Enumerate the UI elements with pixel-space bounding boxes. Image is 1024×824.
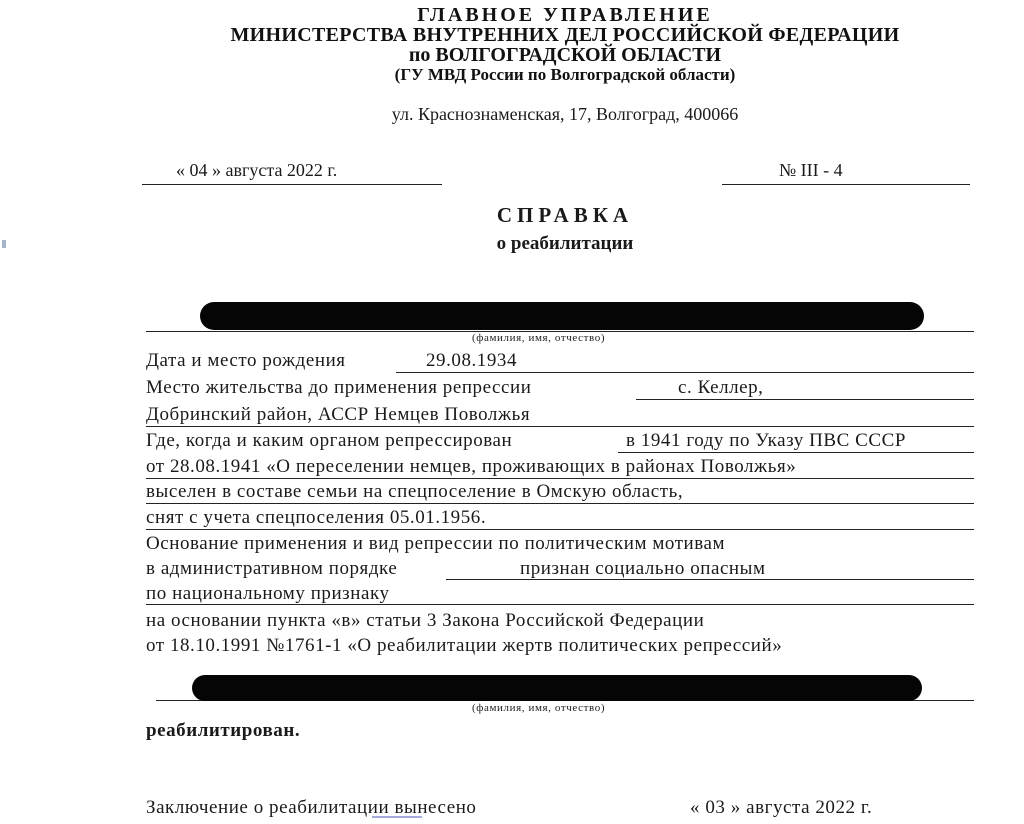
conclusion-date: « 03 » августа 2022 г.	[690, 797, 873, 818]
name-caption: (фамилия, имя, отчество)	[472, 332, 606, 344]
repressed-value-4: снят с учета спецпоселения 05.01.1956.	[146, 507, 487, 528]
document-date: « 04 » августа 2022 г.	[176, 160, 338, 180]
rehabilitation-status: реабилитирован.	[146, 720, 301, 741]
document-number: № III - 4	[779, 160, 843, 180]
document-title: СПРАВКА	[496, 203, 634, 227]
number-underline	[722, 184, 970, 185]
conclusion-label: Заключение о реабилитации вынесено	[146, 797, 477, 818]
birth-label: Дата и место рождения	[146, 350, 346, 371]
birth-underline	[396, 372, 974, 373]
residence-underline-1	[636, 399, 974, 400]
residence-underline-2	[146, 426, 974, 427]
residence-value: с. Келлер,	[678, 377, 764, 398]
repressed-underline-1	[618, 452, 974, 453]
repressed-underline-4	[146, 529, 974, 530]
basis-value-2: по национальному признаку	[146, 583, 390, 604]
repressed-underline-2	[146, 478, 974, 479]
law-line-1: на основании пункта «в» статьи 3 Закона Российской Федерации	[146, 610, 705, 631]
residence-value-2: Добринский район, АССР Немцев Поволжья	[146, 404, 531, 425]
repressed-label: Где, когда и каким органом репрессирован	[146, 430, 513, 451]
basis-label-1: Основание применения и вид репрессии по политическим мотивам	[146, 533, 726, 554]
redacted-name-bar	[200, 302, 924, 330]
name-caption-2: (фамилия, имя, отчество)	[472, 702, 606, 714]
basis-value-1: признан социально опасным	[520, 558, 766, 579]
birth-value: 29.08.1934	[426, 350, 517, 371]
date-underline	[142, 184, 442, 185]
repressed-value-2: от 28.08.1941 «О переселении немцев, проживающих в районах Поволжья»	[146, 456, 797, 477]
org-header-line-2: МИНИСТЕРСТВА ВНУТРЕННИХ ДЕЛ РОССИЙСКОЙ ФЕДЕРАЦИИ	[230, 24, 900, 46]
org-header-line-3: по ВОЛГОГРАДСКОЙ ОБЛАСТИ	[408, 44, 722, 66]
repressed-underline-3	[146, 503, 974, 504]
basis-underline-1	[446, 579, 974, 580]
org-address: ул. Краснознаменская, 17, Волгоград, 400066	[391, 104, 739, 124]
org-header-line-1: ГЛАВНОЕ УПРАВЛЕНИЕ	[417, 4, 713, 26]
org-header-line-4: (ГУ МВД России по Волгоградской области)	[394, 65, 736, 84]
residence-label: Место жительства до применения репрессии	[146, 377, 532, 398]
scan-edge-mark	[2, 240, 6, 248]
document-subtitle: о реабилитации	[496, 233, 634, 254]
stamp-edge	[372, 816, 422, 824]
repressed-value-1: в 1941 году по Указу ПВС СССР	[626, 430, 906, 451]
basis-underline-2	[146, 604, 974, 605]
law-line-2: от 18.10.1991 №1761-1 «О реабилитации жертв политических репрессий»	[146, 635, 783, 656]
basis-label-2: в административном порядке	[146, 558, 398, 579]
repressed-value-3: выселен в составе семьи на спецпоселение в Омскую область,	[146, 481, 684, 502]
redacted-name-bar-2	[192, 675, 922, 701]
